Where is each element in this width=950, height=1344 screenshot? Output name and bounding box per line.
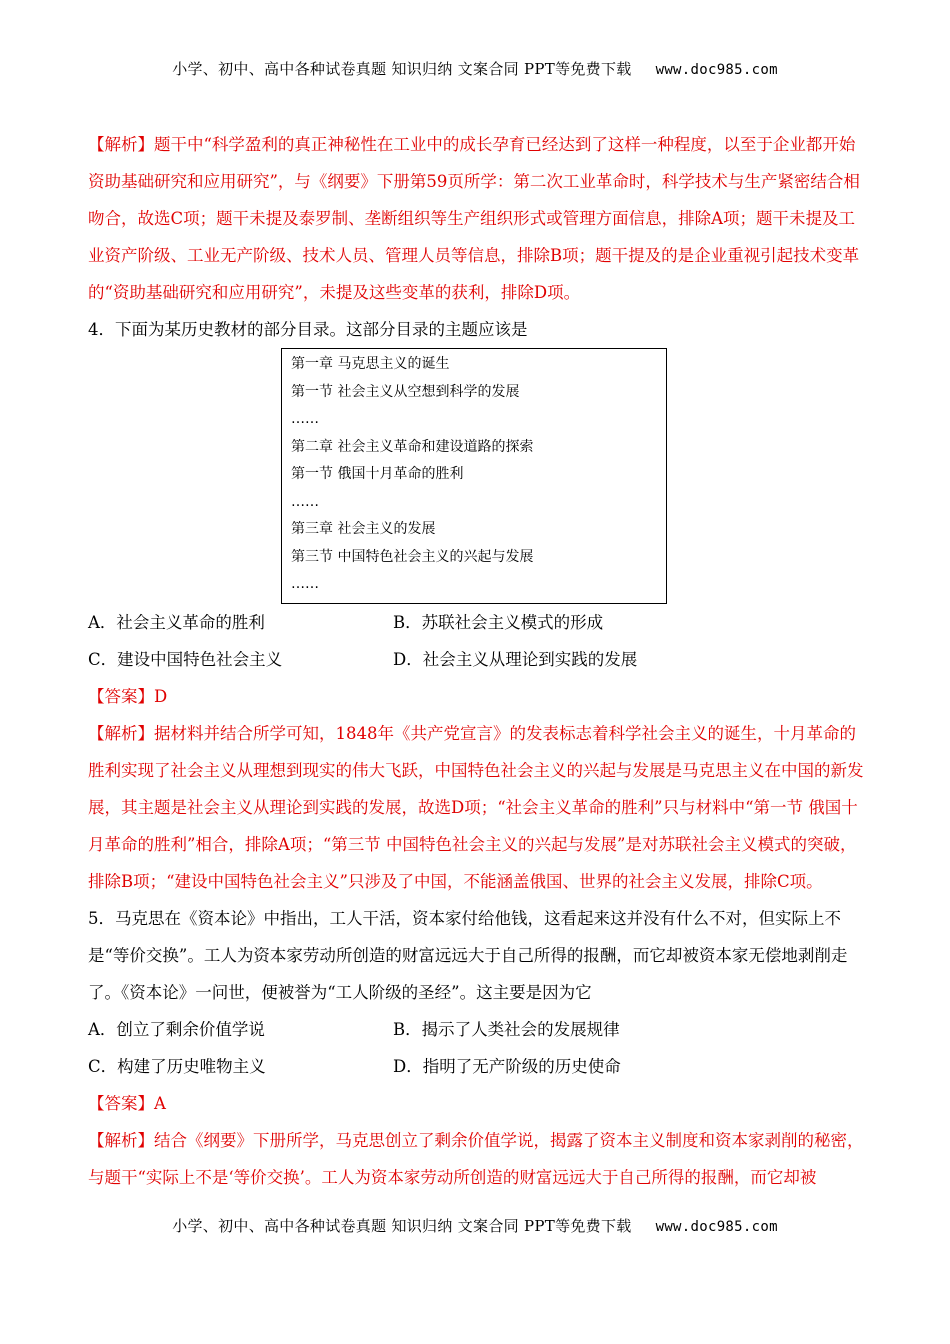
toc-line: 第一节 俄国十月革命的胜利 (291, 466, 464, 482)
q5-answer: 【答案】A (88, 1093, 166, 1113)
page-footer-banner (0, 1215, 950, 1236)
toc-line: 第二章 社会主义革命和建设道路的探索 (291, 438, 534, 455)
q5-options (88, 1011, 868, 1085)
q4-option-b: B．苏联社会主义模式的形成 (393, 612, 604, 632)
toc-line: 第一章 马克思主义的诞生 (291, 356, 450, 372)
header-text: 小学、初中、高中各种试卷真题 知识归纳 文案合同 PPT等免费下载 (172, 60, 632, 78)
toc-line: …… (291, 576, 319, 592)
q5-option-b: B．揭示了人类社会的发展规律 (393, 1019, 620, 1039)
q4-option-d: D．社会主义从理论到实践的发展 (393, 649, 638, 669)
page-content (88, 126, 868, 1196)
q5-stem: 5．马克思在《资本论》中指出，工人干活，资本家付给他钱，这看起来这并没有什么不对，但实际上不是“等价交换”。工人为资本家劳动所创造的财富远远大于自己所得的报酬，而它却被资本家无偿地剥削走了。《资本论》一问世，便被誉为“工人阶级的圣经”。这主要是因为它 (88, 908, 848, 1002)
q4-option-c: C．建设中国特色社会主义 (88, 649, 283, 669)
toc-line: 第三节 中国特色社会主义的兴起与发展 (291, 548, 534, 565)
q4-stem: 4．下面为某历史教材的部分目录。这部分目录的主题应该是 (88, 320, 528, 339)
footer-url[interactable]: www.doc985.com (655, 1219, 778, 1235)
toc-line: 第一节 社会主义从空想到科学的发展 (291, 383, 520, 400)
q5-analysis: 【解析】结合《纲要》下册所学，马克思创立了剩余价值学说，揭露了资本主义制度和资本家剥削的秘密，与题干“实际上不是‘等价交换’。工人为资本家劳动所创造的财富远远大于自己所得的报酬，而它却被 (88, 1130, 864, 1187)
toc-line: 第三章 社会主义的发展 (291, 521, 436, 537)
q5-option-d: D．指明了无产阶级的历史使命 (393, 1056, 621, 1076)
q3-analysis: 【解析】题干中“科学盈利的真正神秘性在工业中的成长孕育已经达到了这样一种程度，以至于企业都开始资助基础研究和应用研究”，与《纲要》下册第59页所学：第二次工业革命时，科学技术与生产紧密结合相吻合，故选C项；题干未提及泰罗制、垄断组织等生产组织形式或管理方面信息，排除A项；题干未提及工业资产阶级、工业无产阶级、技术人员、管理人员等信息，排除B项；题干提及的是企业重视引起技术变革的“资助基础研究和应用研究”，未提及这些变革的获利，排除D项。 (88, 135, 860, 302)
toc-line: …… (291, 411, 319, 427)
footer-text: 小学、初中、高中各种试卷真题 知识归纳 文案合同 PPT等免费下载 (172, 1217, 632, 1235)
q4-toc-box (281, 348, 667, 604)
q5-option-a: A．创立了剩余价值学说 (88, 1019, 265, 1039)
q4-answer: 【答案】D (88, 686, 168, 706)
page-header-banner (0, 58, 950, 79)
q4-options (88, 604, 868, 678)
header-url[interactable]: www.doc985.com (655, 62, 778, 78)
q5-option-c: C．构建了历史唯物主义 (88, 1056, 266, 1076)
q4-option-a: A．社会主义革命的胜利 (88, 612, 265, 632)
toc-line: …… (291, 493, 319, 510)
q4-analysis: 【解析】据材料并结合所学可知，1848年《共产党宣言》的发表标志着科学社会主义的诞生，十月革命的胜利实现了社会主义从理想到现实的伟大飞跃，中国特色社会主义的兴起与发展是马克思主义在中国的新发展，其主题是社会主义从理论到实践的发展，故选D项；“社会主义革命的胜利”只与材料中“第一节 俄国十月革命的胜利”相合，排除A项；“第三节 中国特色社会主义的兴起与发展”是对苏联社会主义模式的突破，排除B项；“建设中国特色社会主义”只涉及了中国，不能涵盖俄国、世界的社会主义发展，排除C项。 (88, 723, 864, 891)
